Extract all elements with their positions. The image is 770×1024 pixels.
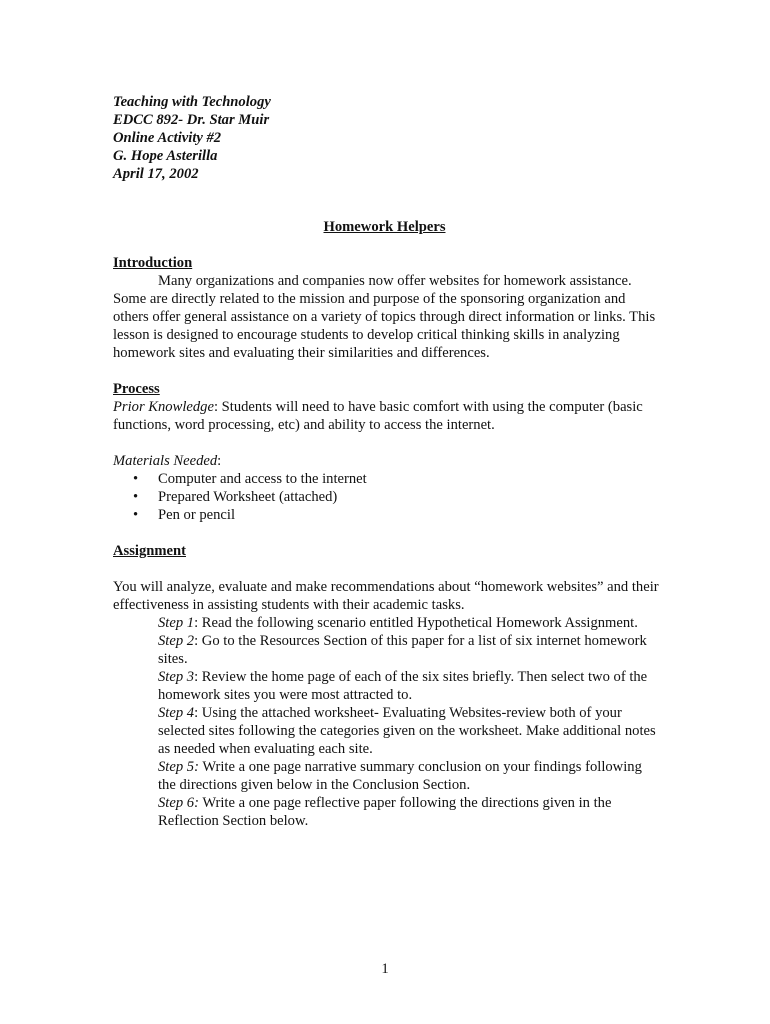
prior-knowledge bbox=[113, 398, 661, 434]
assignment-heading: Assignment bbox=[113, 543, 186, 559]
document-body bbox=[113, 93, 661, 830]
step-item: Step 3: Review the home page of each of the six sites briefly. Then select two of the homework sites you were most attracted to. bbox=[158, 669, 648, 703]
process-heading: Process bbox=[113, 381, 160, 397]
header-block bbox=[113, 93, 661, 183]
process-section bbox=[113, 380, 661, 524]
step-item: Step 4: Using the attached worksheet- Evaluating Websites-review both of your selected sites following the categories given on the worksheet. Make additional notes as needed when evaluating each site. bbox=[158, 705, 656, 757]
step-item: Step 1: Read the following scenario entitled Hypothetical Homework Assignment. bbox=[158, 615, 638, 631]
materials-list bbox=[113, 470, 661, 524]
page-number: 1 bbox=[381, 961, 389, 977]
prior-knowledge-text: : Students will need to have basic comfort with using the computer (basic functions, word processing, etc) and ability to access the internet. bbox=[113, 399, 643, 433]
step-item: Step 6: Write a one page reflective paper following the directions given in the Reflection Section below. bbox=[158, 795, 612, 829]
materials-label: Materials Needed bbox=[113, 453, 218, 469]
materials-colon: : bbox=[217, 453, 222, 469]
page-title: Homework Helpers bbox=[323, 219, 446, 235]
author-name: G. Hope Asterilla bbox=[113, 148, 218, 164]
bullet-icon: • bbox=[133, 489, 139, 505]
materials-needed bbox=[113, 452, 661, 470]
course-topic: Teaching with Technology bbox=[113, 94, 271, 110]
list-item: • Prepared Worksheet (attached) bbox=[133, 489, 338, 505]
list-item: • Computer and access to the internet bbox=[133, 471, 367, 487]
prior-knowledge-label: Prior Knowledge bbox=[113, 399, 214, 415]
list-item: • Pen or pencil bbox=[133, 507, 236, 523]
introduction-section bbox=[113, 254, 661, 362]
assignment-section bbox=[113, 542, 661, 830]
introduction-text: Many organizations and companies now offer websites for homework assistance. Some are directly related to the mission and purpose of the sponsoring organization and others offer general assistance on a variety of topics through direct information or links. This lesson is designed to encourage students to develop critical thinking skills in analyzing homework sites and evaluating their similarities and differences. bbox=[113, 273, 656, 361]
activity-name: Online Activity #2 bbox=[113, 130, 222, 146]
step-item: Step 5: Write a one page narrative summary conclusion on your findings following the directions given below in the Conclusion Section. bbox=[158, 759, 642, 793]
course-name: EDCC 892- Dr. Star Muir bbox=[113, 112, 270, 128]
step-item: Step 2: Go to the Resources Section of this paper for a list of six internet homework sites. bbox=[158, 633, 647, 667]
document-date: April 17, 2002 bbox=[113, 166, 199, 182]
bullet-icon: • bbox=[133, 471, 139, 487]
steps-list bbox=[113, 614, 661, 830]
introduction-heading: Introduction bbox=[113, 255, 193, 271]
bullet-icon: • bbox=[133, 507, 139, 523]
assignment-intro: You will analyze, evaluate and make recommendations about “homework websites” and their effectiveness in assisting students with their academic tasks. bbox=[113, 579, 659, 613]
